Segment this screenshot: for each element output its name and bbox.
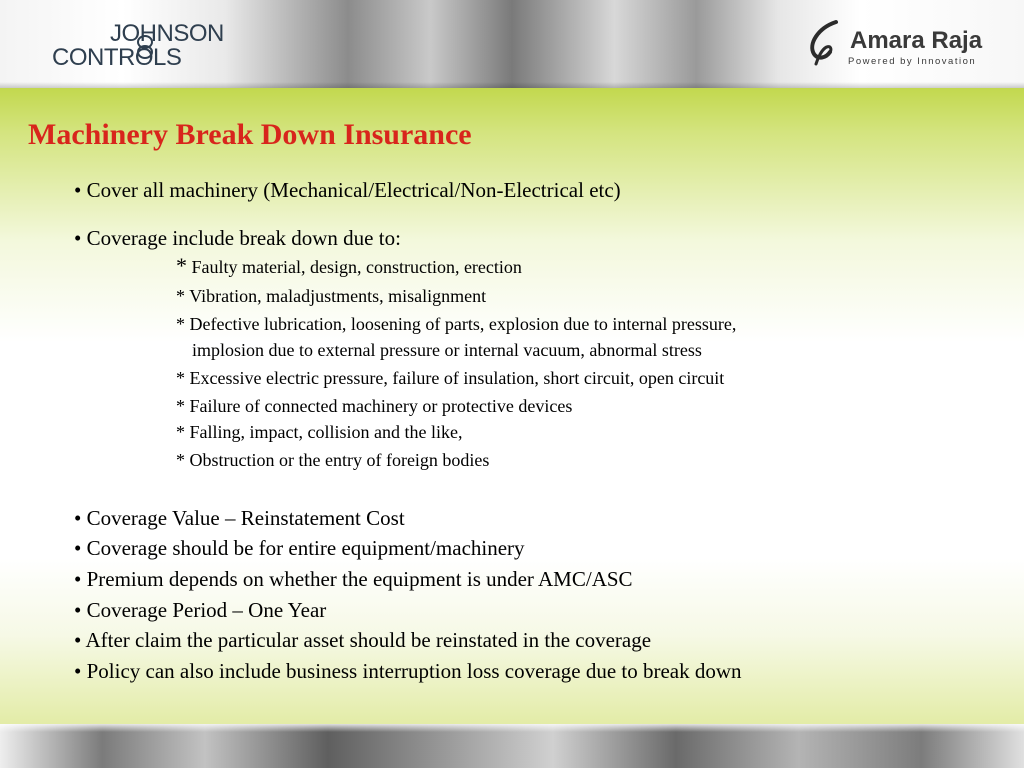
amara-raja-swoosh-icon [804,18,846,68]
bullet-item: • Premium depends on whether the equipment is under AMC/ASC [74,567,633,591]
sub-item: * Faulty material, design, construction, erection [176,253,522,278]
sub-item: * Failure of connected machinery or protective devices [176,396,573,416]
amara-raja-tagline: Powered by Innovation [848,56,977,67]
amara-raja-name: Amara Raja [850,27,983,54]
header-band [0,0,1024,88]
johnson-controls-mark-icon [134,34,156,60]
logo-line-2: CONTROLS [52,44,182,71]
amara-raja-logo [800,16,1000,72]
bullet-item: • Coverage include break down due to: [74,226,401,250]
johnson-controls-logo [52,20,242,72]
sub-item: * Obstruction or the entry of foreign bodies [176,450,490,470]
sub-item-continuation: implosion due to external pressure or internal vacuum, abnormal stress [192,340,702,360]
logo-line-1: JOHNSON [110,20,224,47]
bullet-item: • Policy can also include business interruption loss coverage due to break down [74,659,742,683]
sub-item: * Falling, impact, collision and the like, [176,422,463,442]
sub-item: * Vibration, maladjustments, misalignment [176,286,487,306]
sub-item: * Excessive electric pressure, failure of insulation, short circuit, open circuit [176,368,725,388]
bullet-item: • Coverage Value – Reinstatement Cost [74,506,405,530]
bullet-item: • Coverage should be for entire equipment/machinery [74,536,525,560]
bullet-item: • Coverage Period – One Year [74,598,327,622]
sub-item: * Defective lubrication, loosening of parts, explosion due to internal pressure, [176,314,737,334]
bullet-item: • Cover all machinery (Mechanical/Electrical/Non-Electrical etc) [74,178,621,202]
bullet-item: • After claim the particular asset should be reinstated in the coverage [74,628,652,652]
slide-title: Machinery Break Down Insurance [28,118,472,151]
footer-band [0,724,1024,768]
